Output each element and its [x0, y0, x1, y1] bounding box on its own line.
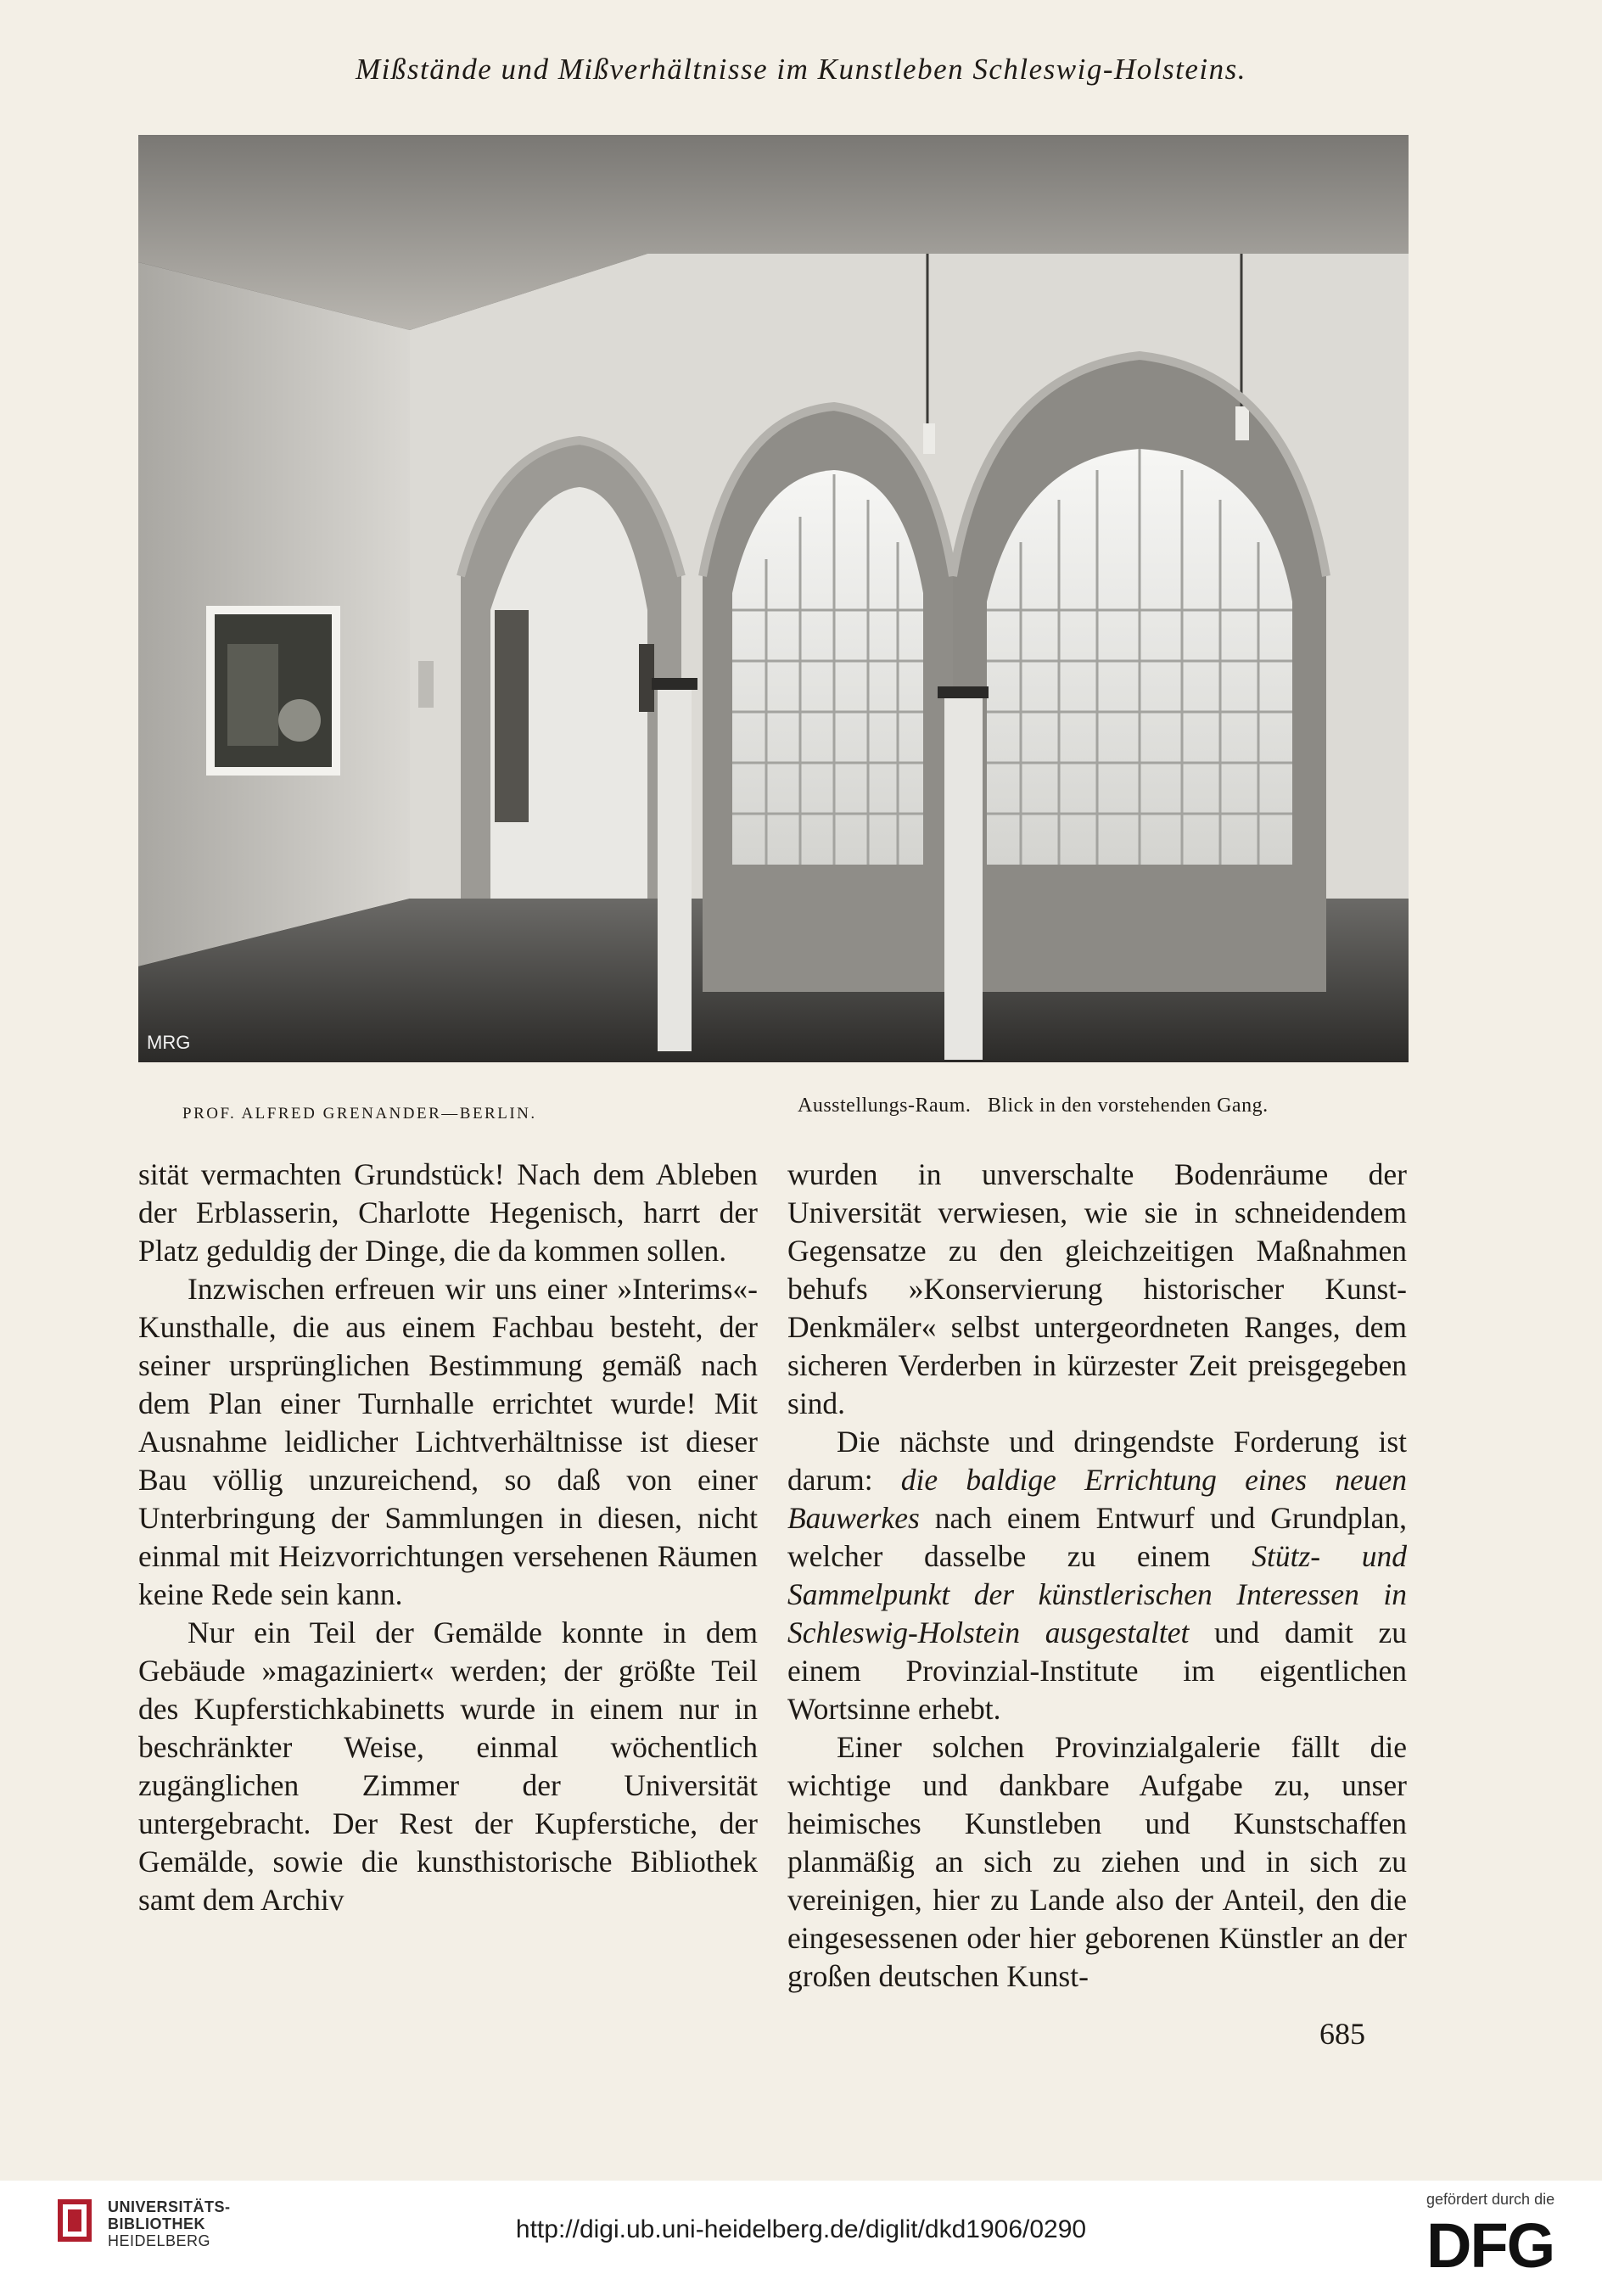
left-text-column	[138, 1156, 758, 1919]
photo-illustration	[138, 135, 1409, 1062]
paragraph: Einer solchen Provinzialgalerie fällt die wichtige und dankbare Aufgabe zu, unser heimisches Kunstleben und Kunstschaffen planmäßig an sich zu ziehen und in sich zu vereinigen, hier zu Lande also der Anteil, den die eingesessenen oder hier geborenen Künstler an der großen deutschen Kunst-	[787, 1730, 1407, 1993]
text-run: und damit zu einem Provinzial-Institute im eigentlichen Wortsinne erhebt.	[787, 1616, 1407, 1726]
library-line: BIBLIOTHEK	[108, 2215, 205, 2232]
funding-note: gefördert durch die	[1426, 2191, 1555, 2208]
running-header: Mißstände und Mißverhältnisse im Kunstleben Schleswig-Holsteins.	[356, 53, 1246, 86]
photo-credit: PROF. ALFRED GRENANDER—BERLIN.	[182, 1105, 537, 1123]
library-line: UNIVERSITÄTS-	[108, 2198, 231, 2215]
photo-caption: Ausstellungs-Raum. Blick in den vorstehenden Gang.	[798, 1095, 1269, 1117]
text-run: nach einem Entwurf und Grundplan, welcher dasselbe zu einem	[787, 1501, 1407, 1573]
dfg-logo[interactable]: DFG	[1426, 2210, 1554, 2281]
text-run: Die nächste und dringendste Forderung ist darum:	[787, 1425, 1407, 1497]
library-line: HEIDELBERG	[108, 2232, 211, 2249]
emphasis-text: die baldige Errichtung eines neuen Bauwerkes	[787, 1463, 1407, 1535]
page-number: 685	[1319, 2017, 1365, 2051]
paragraph: wurden in unverschalte Bodenräume der Universität verwiesen, wie sie in schneidendem Gegensatze zu den gleichzeitigen Maßnahmen behufs »Konservierung historischer Kunst-Denkmäler« selbst untergeordneten Ranges, dem sicheren Verderben in kürzester Zeit preisgegeben sind.	[787, 1157, 1407, 1420]
exhibition-room-photo	[138, 135, 1409, 1062]
right-text-column	[787, 1156, 1407, 1996]
paragraph: Inzwischen erfreuen wir uns einer »Interims«-Kunsthalle, die aus einem Fachbau besteht, der seiner ursprünglichen Bestimmung gemäß nach dem Plan einer Turnhalle errichtet wurde! Mit Ausnahme leidlicher Lichtverhältnisse ist dieser Bau völlig unzureichend, so daß von einer Unterbringung der Sammlungen in diesen, nicht einmal mit Heizvorrichtungen versehenen Räumen keine Rede sein kann.	[138, 1272, 758, 1611]
emphasis-text: Stütz- und Sammelpunkt der künstlerischen Interessen in Schleswig-Holstein ausgestaltet	[787, 1539, 1407, 1649]
permalink-url[interactable]: http://digi.ub.uni-heidelberg.de/diglit/dkd1906/0290	[515, 2215, 1087, 2243]
photographer-mark: MRG	[147, 1032, 191, 1053]
paragraph	[787, 1423, 1407, 1728]
paragraph: sität vermachten Grundstück! Nach dem Ableben der Erblasserin, Charlotte Hegenisch, harrt der Platz geduldig der Dinge, die da kommen sollen.	[138, 1157, 758, 1268]
paragraph: Nur ein Teil der Gemälde konnte in dem Gebäude »magaziniert« werden; der größte Teil des Kupferstichkabinetts wurde in einem nur in beschränkter Weise, einmal wöchentlich zugänglichen Zimmer der Universität untergebracht. Der Rest der Kupferstiche, der Gemälde, sowie die kunsthistorische Bibliothek samt dem Archiv	[138, 1616, 758, 1917]
